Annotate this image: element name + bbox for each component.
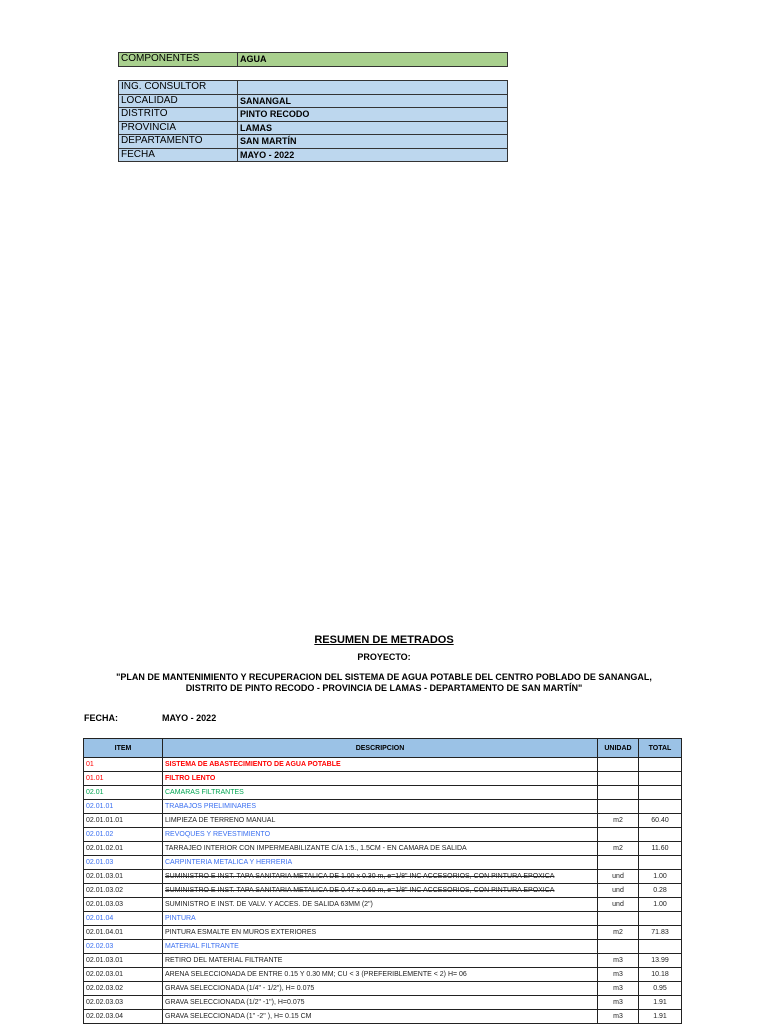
item-code: 02.01.03 (84, 856, 163, 870)
item-code: 02.01.03.03 (84, 898, 163, 912)
item-unit: m3 (598, 982, 639, 996)
metrados-table (83, 738, 682, 1024)
table-row (84, 954, 682, 968)
table-header-row (84, 739, 682, 758)
info-value: LAMAS (238, 121, 508, 135)
item-total: 13.99 (639, 954, 682, 968)
table-row (84, 982, 682, 996)
info-label: DISTRITO (119, 108, 238, 122)
item-code: 02.02.03.02 (84, 982, 163, 996)
item-total: 1.00 (639, 870, 682, 884)
item-description: ARENA SELECCIONADA DE ENTRE 0.15 Y 0.30 MM; CU < 3 (PREFERIBLEMENTE < 2) H= 06 (163, 968, 598, 982)
table-row (84, 996, 682, 1010)
item-total: 1.00 (639, 898, 682, 912)
item-unit (598, 786, 639, 800)
column-header-unidad: UNIDAD (598, 739, 639, 758)
item-unit (598, 912, 639, 926)
item-code: 02.01.04 (84, 912, 163, 926)
item-description: REVOQUES Y REVESTIMIENTO (163, 828, 598, 842)
item-code: 02.01.03.02 (84, 884, 163, 898)
item-unit (598, 856, 639, 870)
item-unit (598, 940, 639, 954)
item-description: SISTEMA DE ABASTECIMIENTO DE AGUA POTABLE (163, 758, 598, 772)
item-description: CAMARAS FILTRANTES (163, 786, 598, 800)
item-total: 1.91 (639, 996, 682, 1010)
item-unit: m3 (598, 968, 639, 982)
item-total (639, 828, 682, 842)
table-row (84, 940, 682, 954)
table-row (84, 772, 682, 786)
item-unit: m2 (598, 842, 639, 856)
item-unit (598, 758, 639, 772)
project-info-table (118, 80, 508, 162)
table-row (84, 800, 682, 814)
info-label: PROVINCIA (119, 121, 238, 135)
item-unit: m2 (598, 926, 639, 940)
componentes-value: AGUA (238, 53, 508, 67)
item-code: 02.02.03.04 (84, 1010, 163, 1024)
item-total (639, 786, 682, 800)
column-header-descripcion: DESCRIPCION (163, 739, 598, 758)
item-total (639, 772, 682, 786)
item-description: CARPINTERIA METALICA Y HERRERIA (163, 856, 598, 870)
item-description: MATERIAL FILTRANTE (163, 940, 598, 954)
table-row (84, 926, 682, 940)
info-row-distrito (119, 108, 508, 122)
item-code: 02.01 (84, 786, 163, 800)
item-description: PINTURA (163, 912, 598, 926)
project-label: PROYECTO: (357, 652, 411, 662)
item-unit: und (598, 884, 639, 898)
info-row-provincia (119, 121, 508, 135)
table-row (84, 870, 682, 884)
info-value: SAN MARTÍN (238, 135, 508, 149)
column-header-total: TOTAL (639, 739, 682, 758)
column-header-item: ITEM (84, 739, 163, 758)
item-code: 02.02.03.03 (84, 996, 163, 1010)
item-description: TARRAJEO INTERIOR CON IMPERMEABILIZANTE C/A 1:5., 1.5CM - EN CAMARA DE SALIDA (163, 842, 598, 856)
document-title: RESUMEN DE METRADOS (314, 634, 454, 646)
item-total: 11.60 (639, 842, 682, 856)
item-description: FILTRO LENTO (163, 772, 598, 786)
item-description: SUMINISTRO E INST. TAPA SANITARIA METALICA DE 0.47 x 0.60 m, e=1/8" INC ACCESORIOS, CON PINTURA EPOXICA (163, 884, 598, 898)
project-name-line1: "PLAN DE MANTENIMIENTO Y RECUPERACION DEL SISTEMA DE AGUA POTABLE DEL CENTRO POBLADO DE SANANGAL, (116, 672, 652, 682)
item-description: TRABAJOS PRELIMINARES (163, 800, 598, 814)
info-label: LOCALIDAD (119, 94, 238, 108)
item-description: LIMPIEZA DE TERRENO MANUAL (163, 814, 598, 828)
item-code: 02.01.01.01 (84, 814, 163, 828)
item-code: 02.02.03.01 (84, 968, 163, 982)
item-unit: und (598, 898, 639, 912)
fecha-label: FECHA: (84, 713, 118, 723)
item-code: 02.01.04.01 (84, 926, 163, 940)
item-total (639, 912, 682, 926)
table-row (84, 912, 682, 926)
item-description: GRAVA SELECCIONADA (1/2" -1"), H=0.075 (163, 996, 598, 1010)
table-row (84, 898, 682, 912)
item-total: 1.91 (639, 1010, 682, 1024)
componentes-label: COMPONENTES (119, 53, 238, 67)
item-description: SUMINISTRO E INST. DE VALV. Y ACCES. DE SALIDA 63MM (2") (163, 898, 598, 912)
item-code: 02.01.02 (84, 828, 163, 842)
table-row (84, 786, 682, 800)
item-unit: und (598, 870, 639, 884)
item-total (639, 940, 682, 954)
info-value: SANANGAL (238, 94, 508, 108)
info-row-fecha (119, 148, 508, 162)
item-code: 02.01.03.01 (84, 954, 163, 968)
item-description: GRAVA SELECCIONADA (1/4" - 1/2"), H= 0.075 (163, 982, 598, 996)
info-row-departamento (119, 135, 508, 149)
project-name-line2: DISTRITO DE PINTO RECODO - PROVINCIA DE LAMAS - DEPARTAMENTO DE SAN MARTÍN" (185, 683, 583, 693)
info-value (238, 81, 508, 95)
item-unit (598, 772, 639, 786)
item-code: 02.02.03 (84, 940, 163, 954)
item-code: 01.01 (84, 772, 163, 786)
item-total: 0.95 (639, 982, 682, 996)
item-total: 10.18 (639, 968, 682, 982)
item-total (639, 800, 682, 814)
item-code: 02.01.02.01 (84, 842, 163, 856)
item-code: 01 (84, 758, 163, 772)
table-row (84, 814, 682, 828)
item-unit (598, 800, 639, 814)
table-row (84, 884, 682, 898)
table-row (84, 1010, 682, 1024)
table-row (84, 758, 682, 772)
table-row (84, 842, 682, 856)
item-total: 60.40 (639, 814, 682, 828)
componentes-row (119, 53, 508, 67)
item-unit (598, 828, 639, 842)
info-value: MAYO - 2022 (238, 148, 508, 162)
item-unit: m3 (598, 1010, 639, 1024)
componentes-table (118, 52, 508, 67)
project-name (0, 672, 768, 694)
item-total (639, 856, 682, 870)
table-row (84, 828, 682, 842)
info-value: PINTO RECODO (238, 108, 508, 122)
item-unit: m2 (598, 814, 639, 828)
item-total: 0.28 (639, 884, 682, 898)
info-row-localidad (119, 94, 508, 108)
info-label: DEPARTAMENTO (119, 135, 238, 149)
item-code: 02.01.01 (84, 800, 163, 814)
item-total (639, 758, 682, 772)
info-row-consultor (119, 81, 508, 95)
table-row (84, 856, 682, 870)
item-description: GRAVA SELECCIONADA (1" -2" ), H= 0.15 CM (163, 1010, 598, 1024)
item-code: 02.01.03.01 (84, 870, 163, 884)
item-description: RETIRO DEL MATERIAL FILTRANTE (163, 954, 598, 968)
fecha-value: MAYO - 2022 (162, 713, 217, 723)
item-unit: m3 (598, 954, 639, 968)
table-row (84, 968, 682, 982)
info-label: ING. CONSULTOR (119, 81, 238, 95)
item-description: SUMINISTRO E INST. TAPA SANITARIA METALICA DE 1.00 x 0.30 m, e=1/8" INC ACCESORIOS, CON PINTURA EPOXICA (163, 870, 598, 884)
info-label: FECHA (119, 148, 238, 162)
item-description: PINTURA ESMALTE EN MUROS EXTERIORES (163, 926, 598, 940)
item-unit: m3 (598, 996, 639, 1010)
item-total: 71.83 (639, 926, 682, 940)
